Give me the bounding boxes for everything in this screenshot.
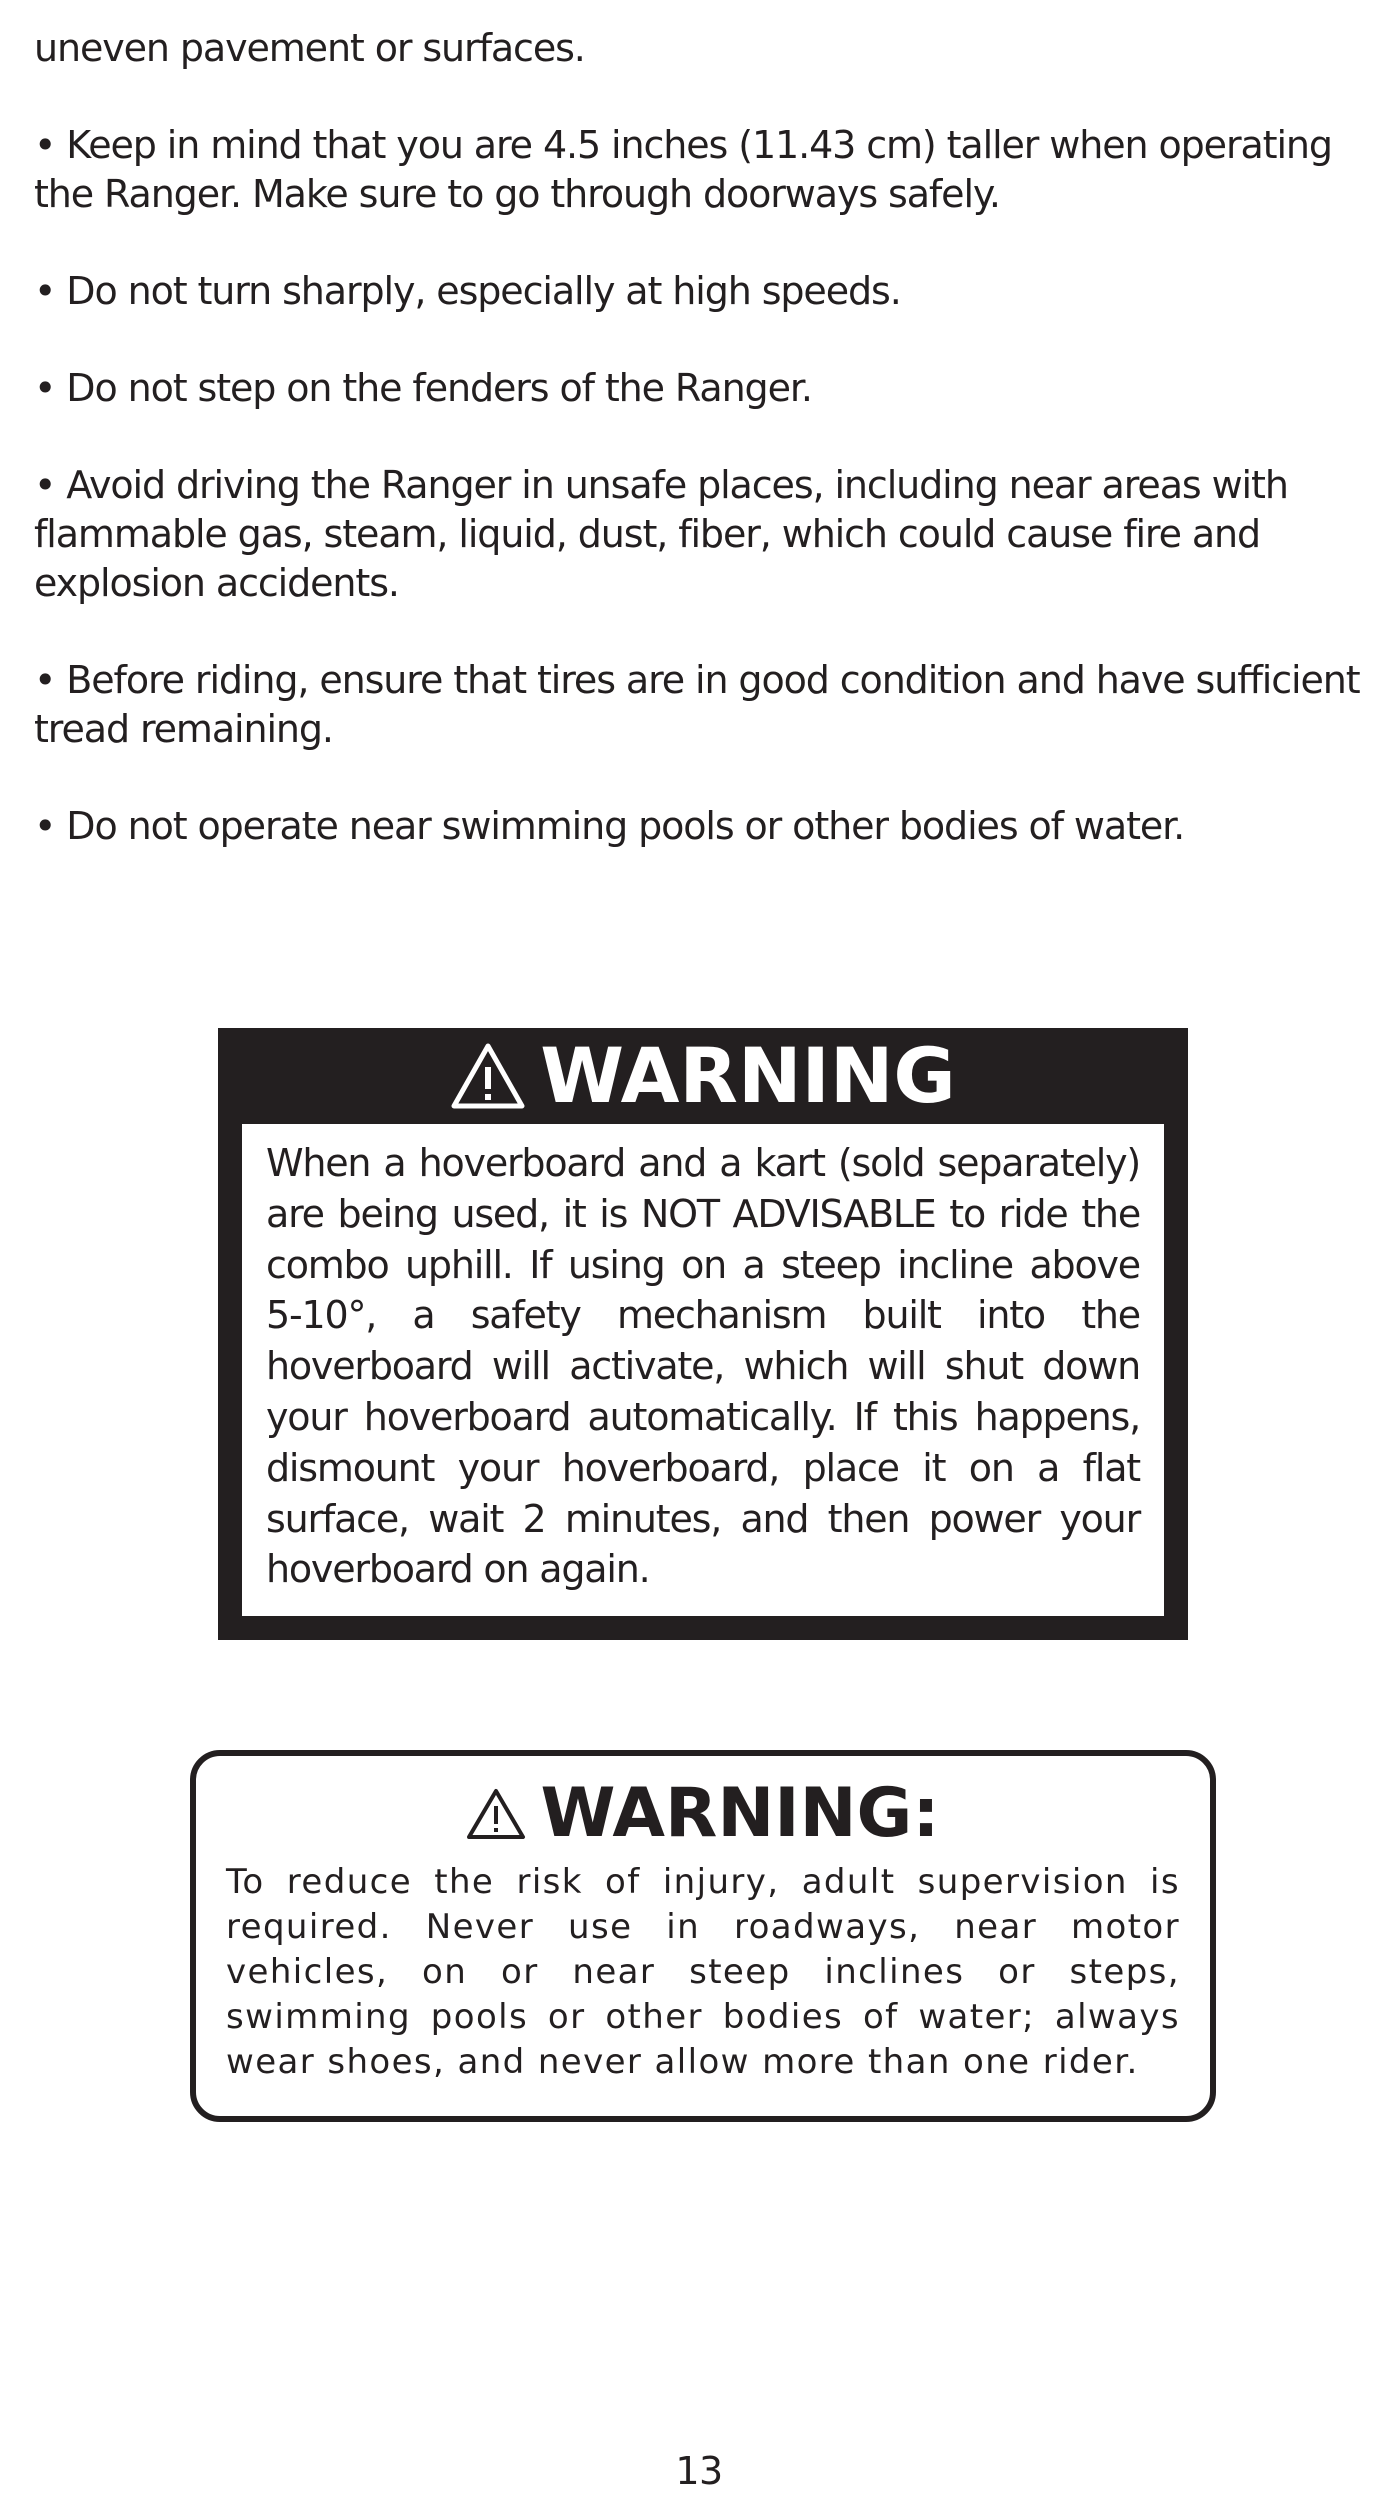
page-number: 13 — [675, 2449, 723, 2493]
adult-supervision-warning-box — [190, 1750, 1216, 2122]
bullet-continuation: uneven pavement or surfaces. — [34, 26, 585, 70]
warning-text: When a hoverboard and a kart (sold separately) are being used, it is NOT ADVISABLE to ride the combo uphill. If using on a steep incline above 5-10°, a safety mechanism built into the hoverboard will activate, which will shut down your hoverboard automatically. If this happens, dismount your hoverboard, place it on a flat surface, wait 2 minutes, and then power your hoverboard on again. — [266, 1141, 1140, 1592]
warning-triangle-icon — [466, 1787, 526, 1841]
warning-triangle-icon — [450, 1041, 526, 1111]
bullet-unsafe-places: • Avoid driving the Ranger in unsafe places, including near areas with flammable gas, steam, liquid, dust, fiber, which could cause fire and explosion accidents. — [34, 463, 1288, 605]
warning-text: To reduce the risk of injury, adult supervision is required. Never use in roadways, near motor vehicles, on or near steep inclines or steps, swimming pools or other bodies of water; always wear shoes, and never allow more than one rider. — [226, 1862, 1180, 2082]
warning-title: WARNING — [540, 1031, 956, 1120]
bullet-tire-condition: • Before riding, ensure that tires are in good condition and have sufficient tread remaining. — [34, 658, 1360, 751]
warning-header — [218, 1028, 1188, 1124]
warning-body — [242, 1124, 1164, 1616]
bullet-water-bodies: • Do not operate near swimming pools or other bodies of water. — [34, 804, 1185, 848]
warning-title: WARNING: — [540, 1774, 940, 1853]
safety-bullet-list — [34, 24, 1374, 899]
bullet-no-sharp-turns: • Do not turn sharply, especially at high speeds. — [34, 269, 901, 313]
bullet-no-fender-step: • Do not step on the fenders of the Ranger. — [34, 366, 812, 410]
warning-header — [196, 1772, 1210, 1856]
warning-body — [196, 1856, 1210, 2085]
hoverboard-kart-warning-box — [218, 1028, 1188, 1640]
bullet-height-clearance: • Keep in mind that you are 4.5 inches (11.43 cm) taller when operating the Ranger. Make sure to go through doorways safely. — [34, 123, 1332, 216]
